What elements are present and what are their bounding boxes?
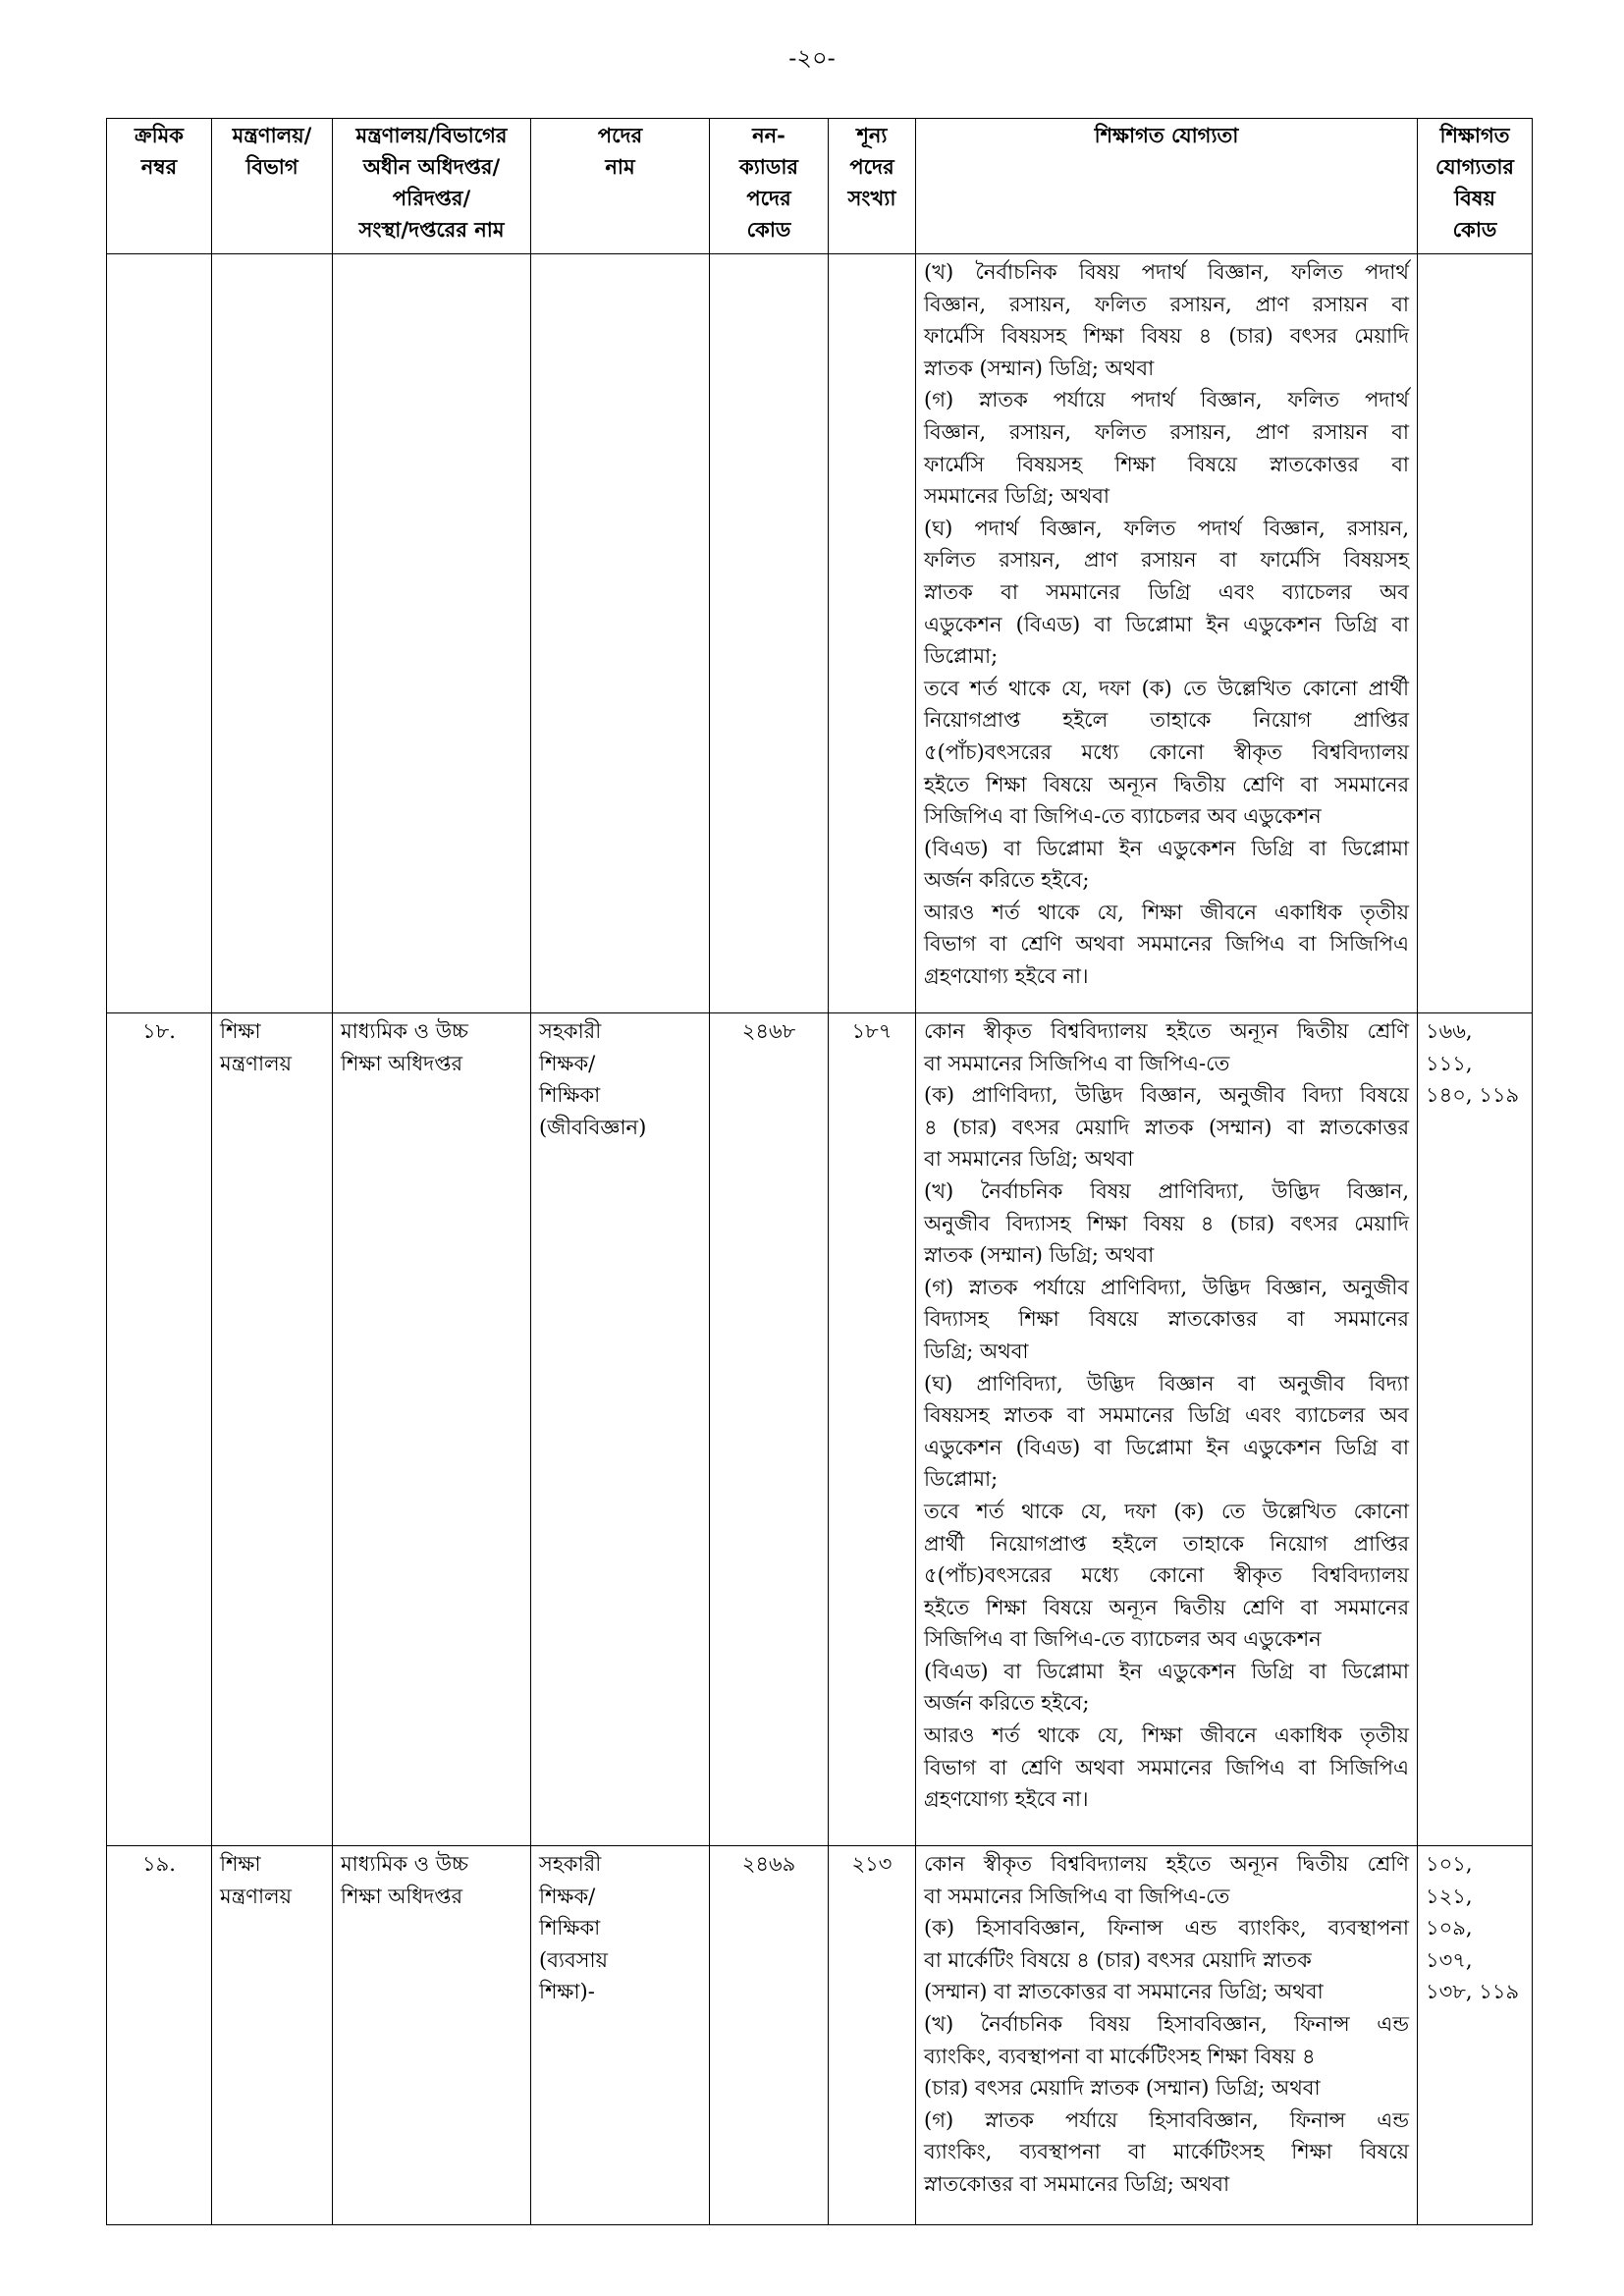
qualification-line: (গ) স্নাতক পর্যায়ে পদার্থ বিজ্ঞান, ফলিত পদার্থ <box>924 388 1409 412</box>
subject-code-cell <box>1418 1013 1533 1846</box>
qualification-line: কোন স্বীকৃত বিশ্ববিদ্যালয় হইতে অন্যূন দ্বিতীয় শ্রেণি <box>924 1852 1409 1876</box>
qualification-line: হইতে শিক্ষা বিষয়ে অন্যূন দ্বিতীয় শ্রেণি বা সমমানের <box>924 772 1409 796</box>
qualification-line: সিজিপিএ বা জিপিএ-তে ব্যাচেলর অব এডুকেশন <box>924 1627 1322 1652</box>
qualification-line: বা সমমানের সিজিপিএ বা জিপিএ-তে <box>924 1884 1230 1908</box>
post-name-cell-line: শিক্ষিকা <box>539 1083 601 1108</box>
ministry-cell <box>212 1013 333 1846</box>
table-row <box>107 1013 1533 1846</box>
qualification-line: বা সমমানের সিজিপিএ বা জিপিএ-তে <box>924 1051 1230 1075</box>
vacancy-cell: ২১৩ <box>829 1846 916 2225</box>
ministry-cell-line: শিক্ষা <box>220 1019 261 1043</box>
post-name-cell-line: সহকারী <box>539 1019 602 1043</box>
qualification-line: বিজ্ঞান, রসায়ন, ফলিত রসায়ন, প্রাণ রসায়ন বা <box>924 419 1409 444</box>
qualification-line: প্রার্থী নিয়োগপ্রাপ্ত হইলে তাহাকে নিয়োগ প্রাপ্তির <box>924 1531 1409 1556</box>
qualification-line: স্নাতকোত্তর বা সমমানের ডিগ্রি; অথবা <box>924 2171 1230 2196</box>
post-name-cell-line: শিক্ষক/ <box>539 1884 596 1908</box>
qualification-line: এডুকেশন (বিএড) বা ডিপ্লোমা ইন এডুকেশন ডিগ্রি বা <box>924 612 1409 636</box>
qualification-line: ৫(পাঁচ)বৎসরের মধ্যে কোনো স্বীকৃত বিশ্ববিদ্যালয় <box>924 1563 1409 1588</box>
ministry-cell <box>212 254 333 1013</box>
post-name-cell <box>531 1013 710 1846</box>
post-code-cell: ২৪৬৯ <box>710 1846 829 2225</box>
post-name-cell-line: (জীববিজ্ঞান) <box>539 1115 647 1139</box>
header-post-code: নন- ক্যাডার পদের কোড <box>710 119 829 254</box>
post-name-cell-line: (ব্যবসায় <box>539 1947 608 1972</box>
qualification-cell <box>916 254 1418 1013</box>
qualification-line: (চার) বৎসর মেয়াদি স্নাতক (সম্মান) ডিগ্রি; অথবা <box>924 2076 1321 2101</box>
post-name-cell-line: শিক্ষিকা <box>539 1916 601 1941</box>
qualification-line: বিভাগ বা শ্রেণি অথবা সমমানের জিপিএ বা সিজিপিএ <box>924 1755 1409 1779</box>
header-ministry: মন্ত্রণালয়/ বিভাগ <box>212 119 333 254</box>
post-name-cell-line: সহকারী <box>539 1852 602 1876</box>
qualification-line: বিভাগ বা শ্রেণি অথবা সমমানের জিপিএ বা সিজিপিএ <box>924 932 1409 957</box>
qualification-line: (বিএড) বা ডিপ্লোমা ইন এডুকেশন ডিগ্রি বা ডিপ্লোমা <box>924 1659 1409 1683</box>
qualification-line: আরও শর্ত থাকে যে, শিক্ষা জীবনে একাধিক তৃতীয় <box>924 1723 1409 1748</box>
qualification-line: ডিপ্লোমা; <box>924 1467 999 1492</box>
post-name-cell <box>531 1846 710 2225</box>
header-subject-code: শিক্ষাগত যোগ্যতার বিষয় কোড <box>1418 119 1533 254</box>
qualification-line: তবে শর্ত থাকে যে, দফা (ক) তে উল্লেখিত কোনো প্রার্থী <box>924 676 1409 700</box>
ministry-cell-line: শিক্ষা <box>220 1852 261 1876</box>
qualification-line: ব্যাংকিং, ব্যবস্থাপনা বা মার্কেটিংসহ শিক্ষা বিষয় ৪ <box>924 2044 1316 2068</box>
subject-code-line: ১৬৬, ১১১, <box>1426 1019 1473 1075</box>
header-serial: ক্রমিক নম্বর <box>107 119 212 254</box>
qualification-cell <box>916 1013 1418 1846</box>
qualification-line: (খ) নৈর্বাচনিক বিষয় হিসাববিজ্ঞান, ফিনান্স এন্ড <box>924 2011 1409 2036</box>
qualification-line: (খ) নৈর্বাচনিক বিষয় পদার্থ বিজ্ঞান, ফলিত পদার্থ <box>924 260 1409 284</box>
qualification-line: নিয়োগপ্রাপ্ত হইলে তাহাকে নিয়োগ প্রাপ্তির <box>924 708 1409 733</box>
vacancy-cell: ১৮৭ <box>829 1013 916 1846</box>
qualification-line: বিষয়সহ স্নাতক বা সমমানের ডিগ্রি এবং ব্যাচেলর অব <box>924 1403 1409 1428</box>
header-directorate: মন্ত্রণালয়/বিভাগের অধীন অধিদপ্তর/ পরিদপ্তর/ সংস্থা/দপ্তরের নাম <box>333 119 531 254</box>
serial-cell: ১৮. <box>107 1013 212 1846</box>
qualification-line: স্নাতক বা সমমানের ডিগ্রি এবং ব্যাচেলর অব <box>924 579 1409 604</box>
qualification-line: ফার্মেসি বিষয়সহ শিক্ষা বিষয়ে স্নাতকোত্তর বা <box>924 452 1409 476</box>
qualification-line: ব্যাংকিং, ব্যবস্থাপনা বা মার্কেটিংসহ শিক্ষা বিষয়ে <box>924 2140 1409 2164</box>
table-row <box>107 1846 1533 2225</box>
subject-code-cell <box>1418 1846 1533 2225</box>
qualification-line: (খ) নৈর্বাচনিক বিষয় প্রাণিবিদ্যা, উদ্ভিদ বিজ্ঞান, <box>924 1178 1409 1203</box>
recruitment-table <box>106 118 1533 2225</box>
qualification-line: (ঘ) পদার্থ বিজ্ঞান, ফলিত পদার্থ বিজ্ঞান, রসায়ন, <box>924 516 1409 540</box>
qualification-line: গ্রহণযোগ্য হইবে না। <box>924 964 1089 989</box>
qualification-line: সিজিপিএ বা জিপিএ-তে ব্যাচেলর অব এডুকেশন <box>924 804 1322 829</box>
qualification-line: এডুকেশন (বিএড) বা ডিপ্লোমা ইন এডুকেশন ডিগ্রি বা <box>924 1435 1409 1459</box>
qualification-cell <box>916 1846 1418 2225</box>
qualification-line: অনুজীব বিদ্যাসহ শিক্ষা বিষয় ৪ (চার) বৎসর মেয়াদি <box>924 1211 1409 1235</box>
ministry-cell-line: মন্ত্রণালয় <box>220 1051 293 1075</box>
serial-cell: ১৯. <box>107 1846 212 2225</box>
qualification-line: (গ) স্নাতক পর্যায়ে প্রাণিবিদ্যা, উদ্ভিদ বিজ্ঞান, অনুজীব <box>924 1275 1409 1299</box>
qualification-line: (ঘ) প্রাণিবিদ্যা, উদ্ভিদ বিজ্ঞান বা অনুজীব বিদ্যা <box>924 1371 1409 1395</box>
vacancy-cell <box>829 254 916 1013</box>
qualification-line: (ক) প্রাণিবিদ্যা, উদ্ভিদ বিজ্ঞান, অনুজীব বিদ্যা বিষয়ে <box>924 1083 1409 1108</box>
qualification-line: অর্জন করিতে হইবে; <box>924 1691 1090 1716</box>
ministry-cell <box>212 1846 333 2225</box>
directorate-cell <box>333 1846 531 2225</box>
directorate-cell-line: মাধ্যমিক ও উচ্চ <box>341 1019 468 1043</box>
header-post-name: পদের নাম <box>531 119 710 254</box>
subject-code-line: ১৪০, ১১৯ <box>1426 1083 1520 1108</box>
table-row <box>107 254 1533 1013</box>
qualification-line: ডিপ্লোমা; <box>924 644 999 669</box>
qualification-line: (সম্মান) বা স্নাতকোত্তর বা সমমানের ডিগ্রি; অথবা <box>924 1980 1324 2004</box>
qualification-line: বা সমমানের ডিগ্রি; অথবা <box>924 1147 1134 1172</box>
header-qualification: শিক্ষাগত যোগ্যতা <box>916 119 1418 254</box>
directorate-cell-line: শিক্ষা অধিদপ্তর <box>341 1884 463 1908</box>
subject-code-line: ১০৯, ১৩৭, <box>1426 1916 1473 1972</box>
post-code-cell: ২৪৬৮ <box>710 1013 829 1846</box>
table-body <box>107 254 1533 2225</box>
subject-code-line: ১৩৮, ১১৯ <box>1426 1980 1520 2004</box>
post-name-cell <box>531 254 710 1013</box>
post-name-cell-line: শিক্ষক/ <box>539 1051 596 1075</box>
qualification-line: (গ) স্নাতক পর্যায়ে হিসাববিজ্ঞান, ফিনান্স এন্ড <box>924 2107 1409 2132</box>
qualification-line: (বিএড) বা ডিপ্লোমা ইন এডুকেশন ডিগ্রি বা ডিপ্লোমা <box>924 836 1409 860</box>
subject-code-line: ১০১, ১২১, <box>1426 1852 1473 1908</box>
qualification-line: স্নাতক (সম্মান) ডিগ্রি; অথবা <box>924 355 1155 380</box>
directorate-cell-line: শিক্ষা অধিদপ্তর <box>341 1051 463 1075</box>
qualification-line: আরও শর্ত থাকে যে, শিক্ষা জীবনে একাধিক তৃতীয় <box>924 900 1409 924</box>
qualification-line: ফার্মেসি বিষয়সহ শিক্ষা বিষয় ৪ (চার) বৎসর মেয়াদি <box>924 324 1409 349</box>
qualification-line: তবে শর্ত থাকে যে, দফা (ক) তে উল্লেখিত কোনো <box>924 1499 1409 1523</box>
qualification-line: হইতে শিক্ষা বিষয়ে অন্যূন দ্বিতীয় শ্রেণি বা সমমানের <box>924 1595 1409 1619</box>
directorate-cell <box>333 1013 531 1846</box>
qualification-line: সমমানের ডিগ্রি; অথবা <box>924 484 1110 509</box>
qualification-line: স্নাতক (সম্মান) ডিগ্রি; অথবা <box>924 1243 1155 1268</box>
qualification-line: কোন স্বীকৃত বিশ্ববিদ্যালয় হইতে অন্যূন দ্বিতীয় শ্রেণি <box>924 1019 1409 1043</box>
qualification-line: গ্রহণযোগ্য হইবে না। <box>924 1787 1089 1812</box>
qualification-line: ৫(পাঁচ)বৎসরের মধ্যে কোনো স্বীকৃত বিশ্ববিদ্যালয় <box>924 739 1409 764</box>
qualification-line: বিজ্ঞান, রসায়ন, ফলিত রসায়ন, প্রাণ রসায়ন বা <box>924 292 1409 316</box>
directorate-cell-line: মাধ্যমিক ও উচ্চ <box>341 1852 468 1876</box>
post-name-cell-line: শিক্ষা)- <box>539 1980 595 2004</box>
ministry-cell-line: মন্ত্রণালয় <box>220 1884 293 1908</box>
directorate-cell <box>333 254 531 1013</box>
subject-code-cell <box>1418 254 1533 1013</box>
header-row <box>107 119 1533 254</box>
page-number: -২০- <box>788 44 836 72</box>
qualification-line: ডিগ্রি; অথবা <box>924 1339 1029 1363</box>
qualification-line: অর্জন করিতে হইবে; <box>924 868 1090 893</box>
qualification-line: ৪ (চার) বৎসর মেয়াদি স্নাতক (সম্মান) বা স্নাতকোত্তর <box>924 1115 1409 1139</box>
qualification-line: বা মার্কেটিং বিষয়ে ৪ (চার) বৎসর মেয়াদি স্নাতক <box>924 1947 1312 1972</box>
serial-cell <box>107 254 212 1013</box>
qualification-line: বিদ্যাসহ শিক্ষা বিষয়ে স্নাতকোত্তর বা সমমানের <box>924 1307 1409 1332</box>
post-code-cell <box>710 254 829 1013</box>
header-vacancy: শূন্য পদের সংখ্যা <box>829 119 916 254</box>
qualification-line: ফলিত রসায়ন, প্রাণ রসায়ন বা ফার্মেসি বিষয়সহ <box>924 548 1409 573</box>
qualification-line: (ক) হিসাববিজ্ঞান, ফিনান্স এন্ড ব্যাংকিং, ব্যবস্থাপনা <box>924 1916 1409 1941</box>
